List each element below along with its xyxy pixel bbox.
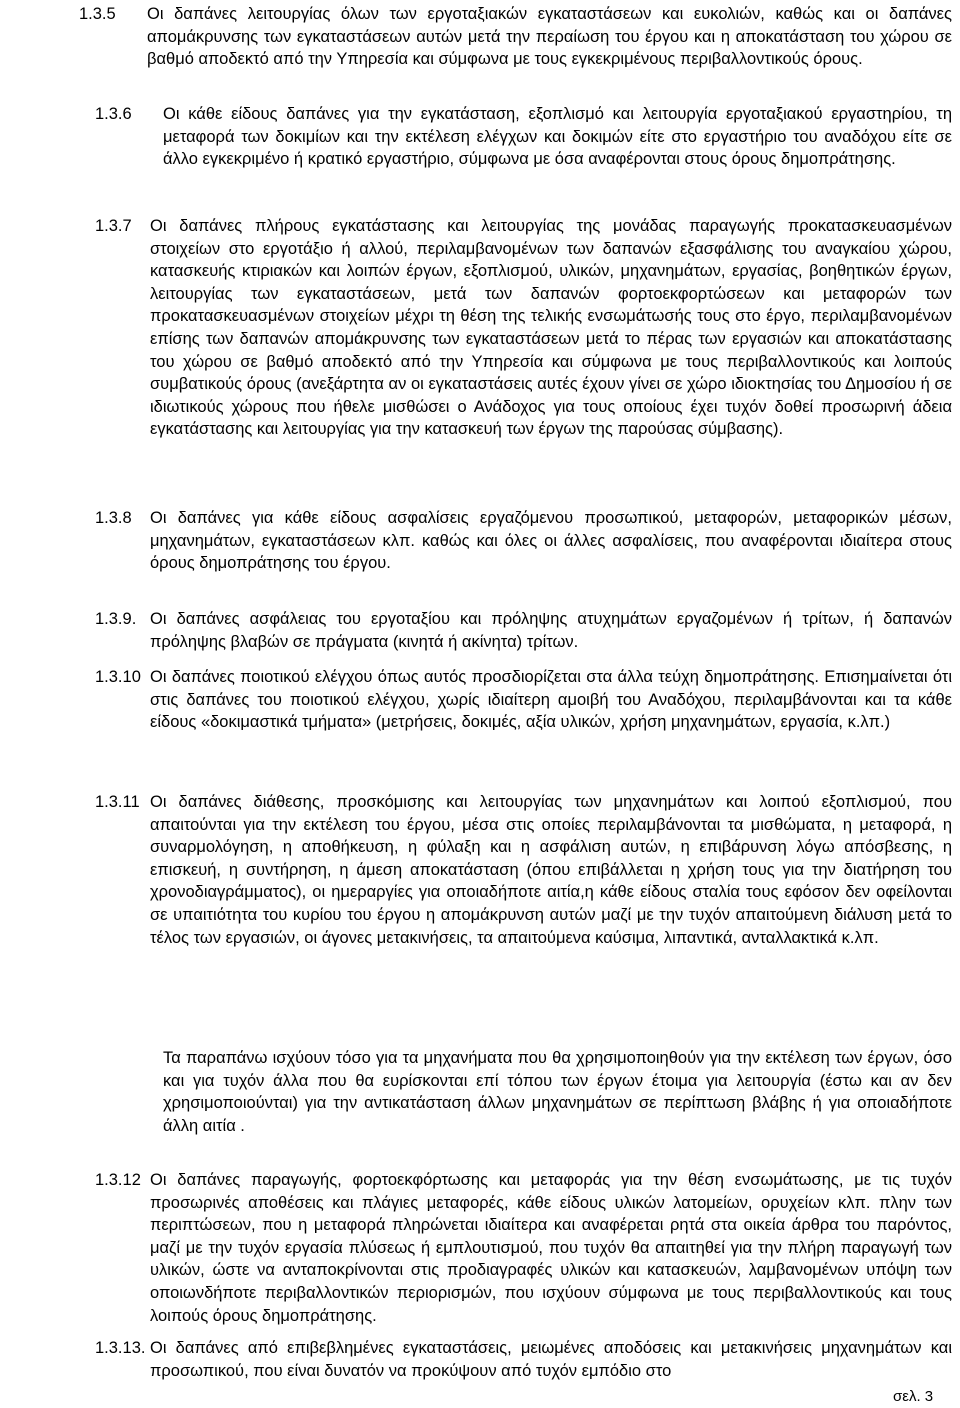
paragraph-text: Οι δαπάνες διάθεσης, προσκόμισης και λειτουργίας των μηχανημάτων και λοιπού εξοπλισμού, που απαιτούνται για την εκτέλεση του έργου, μέσα στις οποίες περιλαμβάνονται τα μισθώματα, η μεταφορά, η συναρμολόγηση, η αποθήκευση, η φύλαξη και η ασφάλιση αυτών, η επιβάρυνση λόγω απόσβεσης, η επισκευή, η συντήρηση, η άμεση αποκατάσταση (όπου επιβάλλεται η χρήση τους για την διατήρηση του χρονοδιαγράμματος), οι ημεραργίες για οποιαδήποτε αιτία,η κάθε είδους σταλία τους εφόσον δεν οφείλονται σε υπαιτιότητα του κυρίου του έργου η απομάκρυνση αυτών μαζί με την τυχόν απαιτούμενη διάλυση μετά το τέλος των εργασιών, οι άγονες μετακινήσεις, τα απαιτούμενα καύσιμα, λιπαντικά, ανταλλακτικά κ.λπ. xyxy=(150,793,952,947)
page-number: σελ. 3 xyxy=(893,1388,934,1405)
paragraph-text: Οι δαπάνες ασφάλειας του εργοταξίου και πρόληψης ατυχημάτων εργαζομένων ή τρίτων, ή δαπανών πρόληψης βλαβών σε πράγματα (κινητά ή ακίνητα) τρίτων. xyxy=(150,610,952,651)
paragraph-number: 1.3.6 xyxy=(95,105,132,123)
paragraph-number: 1.3.8 xyxy=(95,509,132,527)
paragraph-number: 1.3.9. xyxy=(95,610,137,628)
paragraph-text: Οι δαπάνες ποιοτικού ελέγχου όπως αυτός προσδιορίζεται στα άλλα τεύχη δημοπράτησης. Επισημαίνεται ότι στις δαπάνες του ποιοτικού ελέγχου, χωρίς ιδιαίτερη αμοιβή του Αναδόχου, περιλαμβάνονται και τα κάθε είδους «δοκιμαστικά τμήματα» (μετρήσεις, δοκιμές, αξία υλικών, χρήση μηχανημάτων, εργασία, κ.λπ.) xyxy=(150,668,952,732)
paragraph-text: Οι δαπάνες για κάθε είδους ασφαλίσεις εργαζόμενου προσωπικού, μεταφορών, μεταφορικών μέσων, μηχανημάτων, εγκαταστάσεων κλπ. καθώς και όλες οι άλλες ασφαλίσεις, που αναφέρονται ιδιαίτερα στους όρους δημοπράτησης του έργου. xyxy=(150,509,952,573)
paragraph-text: Τα παραπάνω ισχύουν τόσο για τα μηχανήματα που θα χρησιμοποιηθούν για την εκτέλεση των έργων, όσο και για τυχόν άλλα που θα ευρίσκονται επί τόπου των έργων έτοιμα για λειτουργία (έστω και αν δεν χρησιμοποιούνται) για την αντικατάσταση άλλων μηχανημάτων σε περίπτωση βλάβης ή για οποιαδήποτε άλλη αιτία . xyxy=(163,1049,952,1135)
paragraph-number: 1.3.10 xyxy=(95,668,141,686)
paragraph-number: 1.3.7 xyxy=(95,217,132,235)
paragraph-text: Οι δαπάνες λειτουργίας όλων των εργοταξιακών εγκαταστάσεων και ευκολιών, καθώς και οι δαπάνες απομάκρυνσης των εγκαταστάσεων αυτών μετά την περαίωση του έργου και η αποκατάσταση του χώρου σε βαθμό αποδεκτό από την Υπηρεσία και σύμφωνα με τους εγκεκριμένους περιβαλλοντικούς όρους. xyxy=(147,5,952,69)
paragraph-text: Οι δαπάνες από επιβεβλημένες εγκαταστάσεις, μειωμένες αποδόσεις και μετακινήσεις μηχανημάτων και προσωπικού, που είναι δυνατόν να προκύψουν από τυχόν εμπόδιο στο xyxy=(150,1339,952,1380)
paragraph-number: 1.3.12 xyxy=(95,1171,141,1189)
paragraph-number: 1.3.11 xyxy=(95,793,140,811)
paragraph-text: Οι κάθε είδους δαπάνες για την εγκατάσταση, εξοπλισμό και λειτουργία εργοταξιακού εργαστηρίου, τη μεταφορά των δοκιμίων και την εκτέλεση ελέγχων και δοκιμών είτε στο εργαστήριο του αναδόχου είτε σε άλλο εγκεκριμένο ή κρατικό εργαστήριο, σύμφωνα με όσα αναφέρονται στους όρους δημοπράτησης. xyxy=(163,105,952,169)
paragraph-text: Οι δαπάνες πλήρους εγκατάστασης και λειτουργίας της μονάδας παραγωγής προκατασκευασμένων στοιχείων στο εργοτάξιο ή αλλού, περιλαμβανομένων των δαπανών εξασφάλισης του αναγκαίου χώρου, κατασκευής κτιριακών και λοιπών έργων, εξοπλισμού, υλικών, μηχανημάτων, εργασίας, βοηθητικών έργων, λειτουργίας των εγκαταστάσεων, μετά των δαπανών φορτοεκφορτώσεων και μεταφορών των προκατασκευασμένων στοιχείων μέχρι τη θέση της τελικής ενσωμάτωσής τους στο έργο, περιλαμβανομένων επίσης των δαπανών απομάκρυνσης των εγκαταστάσεων μετά το πέρας των εργασιών και αποκατάστασης του χώρου σε βαθμό αποδεκτό από την Υπηρεσία και σύμφωνα με τους περιβαλλοντικούς και λοιπούς συμβατικούς όρους (ανεξάρτητα αν οι εγκαταστάσεις αυτές έχουν γίνει σε χώρο ιδιοκτησίας του Δημοσίου ή σε ιδιωτικούς χώρους που ήθελε μισθώσει ο Ανάδοχος για τους οποίους έχει τυχόν δοθεί προσωρινή άδεια εγκατάστασης και λειτουργίας για την κατασκευή των έργων της παρούσας σύμβασης). xyxy=(150,217,952,439)
paragraph-number: 1.3.5 xyxy=(79,5,116,23)
paragraph-text: Οι δαπάνες παραγωγής, φορτοεκφόρτωσης και μεταφοράς για την θέση ενσωμάτωσης, με τις τυχόν προσωρινές αποθέσεις και πλάγιες μεταφορές, κάθε είδους υλικών λατομείων, ορυχείων κλπ. πλην των περιπτώσεων, που η μεταφορά πληρώνεται ιδιαίτερα και αναφέρεται ρητά στα οικεία άρθρα του παρόντος, μαζί με την τυχόν εργασία πλύσεως ή εμπλουτισμού, που τυχόν θα απαιτηθεί για την πλήρη παραγωγή των υλικών, ώστε να ανταποκρίνονται στις προδιαγραφές υλικών και κατασκευών, λαμβανομένων υπόψη των οποιωνδήποτε περιβαλλοντικών περιορισμών, που ισχύουν σύμφωνα με τους περιβαλλοντικούς και τους λοιπούς όρους δημοπράτησης. xyxy=(150,1171,952,1325)
paragraph-number: 1.3.13. xyxy=(95,1339,146,1357)
